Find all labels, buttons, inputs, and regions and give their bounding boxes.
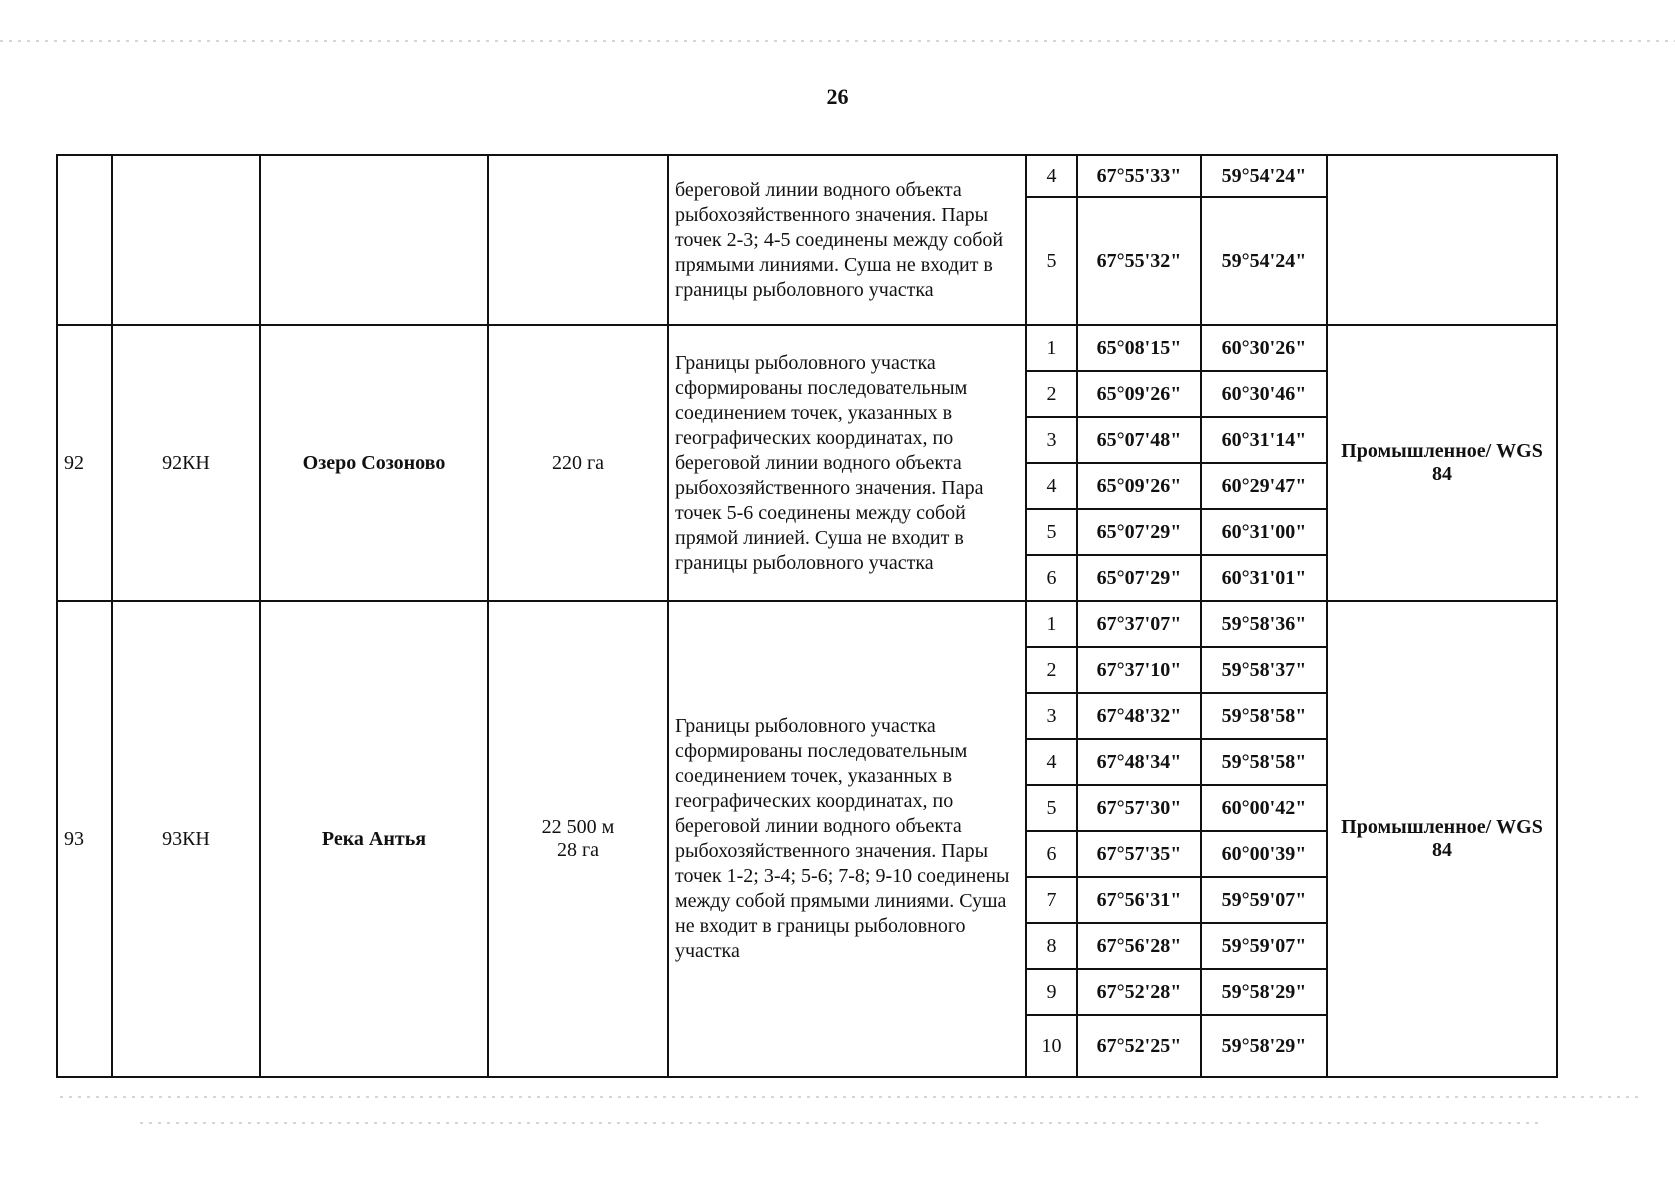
point-number: 6 xyxy=(1026,831,1077,877)
point-longitude: 59°58'36" xyxy=(1201,601,1327,647)
cell-type xyxy=(1327,155,1557,325)
cell-area xyxy=(488,601,668,1077)
point-longitude: 59°58'29" xyxy=(1201,1015,1327,1077)
table-row xyxy=(57,155,1557,197)
cell-area: 220 га xyxy=(488,325,668,601)
point-longitude: 59°58'58" xyxy=(1201,739,1327,785)
point-latitude: 67°48'34" xyxy=(1077,739,1201,785)
point-latitude: 67°55'33" xyxy=(1077,155,1201,197)
cell-name: Река Антья xyxy=(260,601,488,1077)
cell-code xyxy=(112,155,260,325)
point-longitude: 59°59'07" xyxy=(1201,923,1327,969)
point-longitude: 60°30'46" xyxy=(1201,371,1327,417)
point-latitude: 67°56'28" xyxy=(1077,923,1201,969)
point-longitude: 60°29'47" xyxy=(1201,463,1327,509)
point-latitude: 65°07'29" xyxy=(1077,509,1201,555)
point-number: 1 xyxy=(1026,325,1077,371)
point-latitude: 67°37'07" xyxy=(1077,601,1201,647)
point-latitude: 67°55'32" xyxy=(1077,197,1201,325)
point-latitude: 67°52'25" xyxy=(1077,1015,1201,1077)
point-longitude: 59°54'24" xyxy=(1201,155,1327,197)
cell-num xyxy=(57,155,112,325)
scan-noise-bottom xyxy=(60,1096,1640,1098)
point-number: 5 xyxy=(1026,197,1077,325)
point-latitude: 65°09'26" xyxy=(1077,371,1201,417)
point-number: 6 xyxy=(1026,555,1077,601)
point-latitude: 67°52'28" xyxy=(1077,969,1201,1015)
cell-description: Границы рыболовного участка сформированы последовательным соединением точек, указанных в географических координатах, по береговой линии водного объекта рыбохозяйственного значения. Пары точек 1-2; 3-4; 5-6; 7-8; 9-10 соединены между собой прямыми линиями. Суша не входит в границы рыболовного участка xyxy=(668,601,1026,1077)
cell-area xyxy=(488,155,668,325)
point-number: 4 xyxy=(1026,155,1077,197)
cell-name xyxy=(260,155,488,325)
point-number: 8 xyxy=(1026,923,1077,969)
table-row xyxy=(57,601,1557,647)
fishing-areas-table xyxy=(56,154,1558,1078)
point-longitude: 59°54'24" xyxy=(1201,197,1327,325)
point-latitude: 65°07'48" xyxy=(1077,417,1201,463)
point-number: 3 xyxy=(1026,417,1077,463)
point-longitude: 60°30'26" xyxy=(1201,325,1327,371)
scan-noise-bottom xyxy=(140,1122,1540,1124)
area-length: 22 500 м xyxy=(541,816,615,838)
point-number: 3 xyxy=(1026,693,1077,739)
cell-type: Промышленное/ WGS 84 xyxy=(1327,601,1557,1077)
point-number: 4 xyxy=(1026,739,1077,785)
point-number: 1 xyxy=(1026,601,1077,647)
cell-code: 92КН xyxy=(112,325,260,601)
point-longitude: 60°31'00" xyxy=(1201,509,1327,555)
cell-num: 93 xyxy=(57,601,112,1077)
scan-noise-top xyxy=(0,40,1675,42)
point-number: 5 xyxy=(1026,509,1077,555)
point-latitude: 67°57'35" xyxy=(1077,831,1201,877)
point-number: 4 xyxy=(1026,463,1077,509)
point-number: 2 xyxy=(1026,371,1077,417)
point-latitude: 67°57'30" xyxy=(1077,785,1201,831)
point-latitude: 67°37'10" xyxy=(1077,647,1201,693)
point-number: 7 xyxy=(1026,877,1077,923)
point-longitude: 59°58'37" xyxy=(1201,647,1327,693)
cell-code: 93КН xyxy=(112,601,260,1077)
cell-type: Промышленное/ WGS 84 xyxy=(1327,325,1557,601)
point-latitude: 65°08'15" xyxy=(1077,325,1201,371)
point-number: 2 xyxy=(1026,647,1077,693)
point-latitude: 65°07'29" xyxy=(1077,555,1201,601)
page-number: 26 xyxy=(826,84,849,109)
cell-description: Границы рыболовного участка сформированы последовательным соединением точек, указанных в географических координатах, по береговой линии водного объекта рыбохозяйственного значения. Пара точек 5-6 соединены между собой прямой линией. Суша не входит в границы рыболовного участка xyxy=(668,325,1026,601)
area-hectares: 28 га xyxy=(556,839,600,861)
point-longitude: 59°59'07" xyxy=(1201,877,1327,923)
point-longitude: 60°31'14" xyxy=(1201,417,1327,463)
point-latitude: 67°56'31" xyxy=(1077,877,1201,923)
point-longitude: 60°31'01" xyxy=(1201,555,1327,601)
point-longitude: 59°58'29" xyxy=(1201,969,1327,1015)
point-number: 9 xyxy=(1026,969,1077,1015)
cell-num: 92 xyxy=(57,325,112,601)
point-longitude: 60°00'42" xyxy=(1201,785,1327,831)
point-longitude: 60°00'39" xyxy=(1201,831,1327,877)
table-row xyxy=(57,325,1557,371)
point-longitude: 59°58'58" xyxy=(1201,693,1327,739)
cell-description: береговой линии водного объекта рыбохозяйственного значения. Пары точек 2-3; 4-5 соединены между собой прямыми линиями. Суша не входит в границы рыболовного участка xyxy=(668,155,1026,325)
point-number: 10 xyxy=(1026,1015,1077,1077)
point-number: 5 xyxy=(1026,785,1077,831)
point-latitude: 67°48'32" xyxy=(1077,693,1201,739)
point-latitude: 65°09'26" xyxy=(1077,463,1201,509)
cell-name: Озеро Созоново xyxy=(260,325,488,601)
